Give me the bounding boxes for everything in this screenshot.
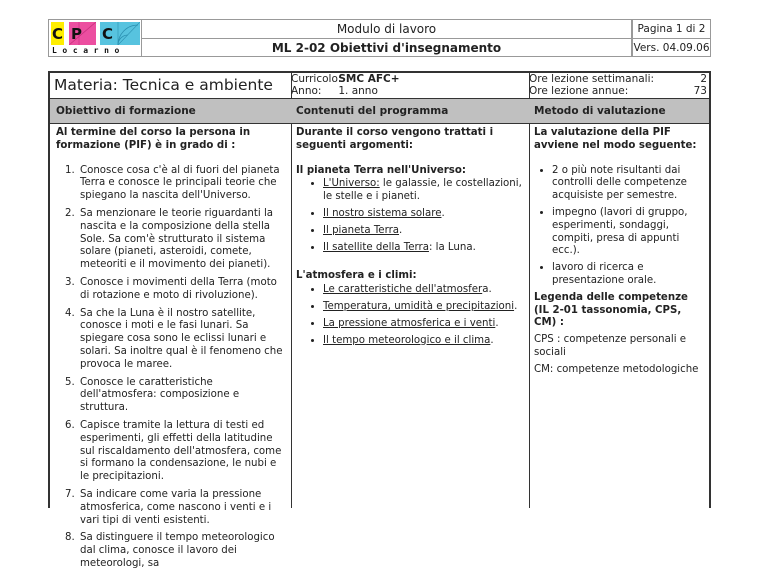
objective-item: 7. Sa indicare come varia la pressione atmosferica, come nascono i venti e i vari tipi di venti esistenti. xyxy=(78,489,284,527)
curriculum-info xyxy=(291,74,400,97)
contents-intro: Durante il corso vengono trattati i seguenti argomenti: xyxy=(296,127,494,151)
column-divider xyxy=(529,73,530,508)
topics-atmosphere-list xyxy=(296,284,524,347)
objective-item: 4. Sa che la Luna è il nostro satellite, conosce i moti e le fasi lunari. Sa spiegare cosa sono le eclissi lunari e solari. Sa inoltre qual è il fenomeno che provoca le maree. xyxy=(78,308,284,372)
topic-item: • Il nostro sistema solare. xyxy=(323,208,524,221)
objective-item: 1. Conosce cosa c'è al di fuori del pianeta Terra e conosce le principali teorie che spiegano la nascita dell'Universo. xyxy=(78,165,284,203)
evaluation-item: • impegno (lavori di gruppo, esperimenti, sondaggi, compiti, presa di appunti ecc.). xyxy=(552,207,706,258)
topic-item: • Le caratteristiche dell'atmosfera. xyxy=(323,284,524,297)
evaluation-item: • lavoro di ricerca e presentazione orale. xyxy=(552,262,706,288)
logo-magenta-block: P xyxy=(69,22,96,45)
course-info-row xyxy=(50,73,709,99)
cpc-locarno-logo xyxy=(48,19,142,57)
legend-title: Legenda delle competenze (IL 2-01 tassonomia, CPS, CM) : xyxy=(534,291,688,329)
objective-item: 6. Capisce tramite la lettura di testi ed esperimenti, gli effetti della latitudine sul riscaldamento dell'atmosfera, come si formano la condensazione, le nubi e le precipitazioni. xyxy=(78,420,284,484)
page-info-box xyxy=(632,19,711,57)
logo-wordmark: Locarno xyxy=(52,46,125,55)
objectives-list xyxy=(56,165,284,571)
topic-link[interactable]: Il satellite della Terra xyxy=(323,241,429,253)
objective-item: 3. Conosce i movimenti della Terra (moto di rotazione e moto di rivoluzione). xyxy=(78,277,284,303)
objective-item: 8. Sa distinguere il tempo meteorologico dal clima, conosce il lavoro dei meteorologi, sa xyxy=(78,532,284,570)
column-header-contents: Contenuti del programma xyxy=(296,105,449,117)
version: Vers. 04.09.06 xyxy=(633,42,710,54)
column-header-evaluation: Metodo di valutazione xyxy=(534,105,666,117)
doc-title: ML 2-02 Obiettivi d'insegnamento xyxy=(271,41,502,55)
hours-info xyxy=(529,74,707,97)
year-label: Anno: xyxy=(291,84,322,97)
doc-type: Modulo di lavoro xyxy=(142,20,631,39)
page-number: Pagina 1 di 2 xyxy=(633,20,710,39)
annual-hours-label: Ore lezione annue: xyxy=(529,84,629,97)
logo-cyan-block: C xyxy=(100,22,140,45)
topic-item: • Il tempo meteorologico e il clima. xyxy=(323,335,524,348)
topic-link[interactable]: L'Universo: xyxy=(323,178,380,190)
document-header xyxy=(48,19,711,57)
section-title-universe: Il pianeta Terra nell'Universo: xyxy=(296,164,466,176)
contents-column xyxy=(296,124,524,351)
topic-item: • L'Universo: le galassie, le costellazioni, le stelle e i pianeti. xyxy=(323,178,524,204)
legend-item: CPS : competenze personali e sociali xyxy=(534,334,687,358)
subject-title: Materia: Tecnica e ambiente xyxy=(54,76,273,94)
evaluation-list xyxy=(534,165,706,288)
evaluation-column xyxy=(534,124,706,377)
evaluation-item: • 2 o più note risultanti dai controlli delle competenze acquisiste per semestre. xyxy=(552,165,706,203)
objectives-table xyxy=(48,71,711,569)
year-value: 1. anno xyxy=(338,84,378,97)
curriculum-label: Curricolo: xyxy=(291,73,342,85)
annual-hours-value: 73 xyxy=(693,84,707,97)
topics-universe-list xyxy=(296,178,524,254)
curriculum-value: SMC AFC+ xyxy=(338,73,400,85)
topic-item: • Il pianeta Terra. xyxy=(323,225,524,238)
objective-item: 5. Conosce le caratteristiche dell'atmosfera: composizione e struttura. xyxy=(78,377,284,415)
topic-link[interactable]: Temperatura, umidità e precipitazioni xyxy=(323,300,515,312)
objective-item: 2. Sa menzionare le teorie riguardanti la nascita e la composizione della stella Sole. Sa com'è strutturato il sistema solare (pianeti, asteroidi, comete, meteoriti e il movimento dei pianeti). xyxy=(78,208,284,272)
column-header-row xyxy=(50,99,709,124)
topic-link[interactable]: Il tempo meteorologico e il clima xyxy=(323,334,491,346)
topic-link[interactable]: Il pianeta Terra xyxy=(323,224,400,236)
topic-link[interactable]: Le caratteristiche dell'atmosfer xyxy=(323,284,483,296)
column-header-objectives: Obiettivo di formazione xyxy=(56,105,196,117)
objectives-intro: Al termine del corso la persona in formazione (PIF) è in grado di : xyxy=(56,127,251,151)
section-title-atmosphere: L'atmosfera e i climi: xyxy=(296,270,417,282)
weekly-hours-value: 2 xyxy=(700,73,707,85)
topic-link[interactable]: La pressione atmosferica e i venti xyxy=(323,317,496,329)
weekly-hours-label: Ore lezione settimanali: xyxy=(529,73,655,85)
topic-item: • La pressione atmosferica e i venti. xyxy=(323,318,524,331)
evaluation-intro: La valutazione della PIF avviene nel modo seguente: xyxy=(534,127,697,151)
title-box xyxy=(142,19,632,57)
topic-link[interactable]: Il nostro sistema solare xyxy=(323,207,442,219)
competence-legend xyxy=(534,292,706,377)
column-divider xyxy=(291,73,292,508)
topic-item: • Il satellite della Terra: la Luna. xyxy=(323,242,524,255)
objectives-column xyxy=(56,124,284,576)
logo-yellow-block: C xyxy=(51,22,64,45)
legend-item: CM: competenze metodologiche xyxy=(534,363,699,375)
topic-item: • Temperatura, umidità e precipitazioni. xyxy=(323,301,524,314)
